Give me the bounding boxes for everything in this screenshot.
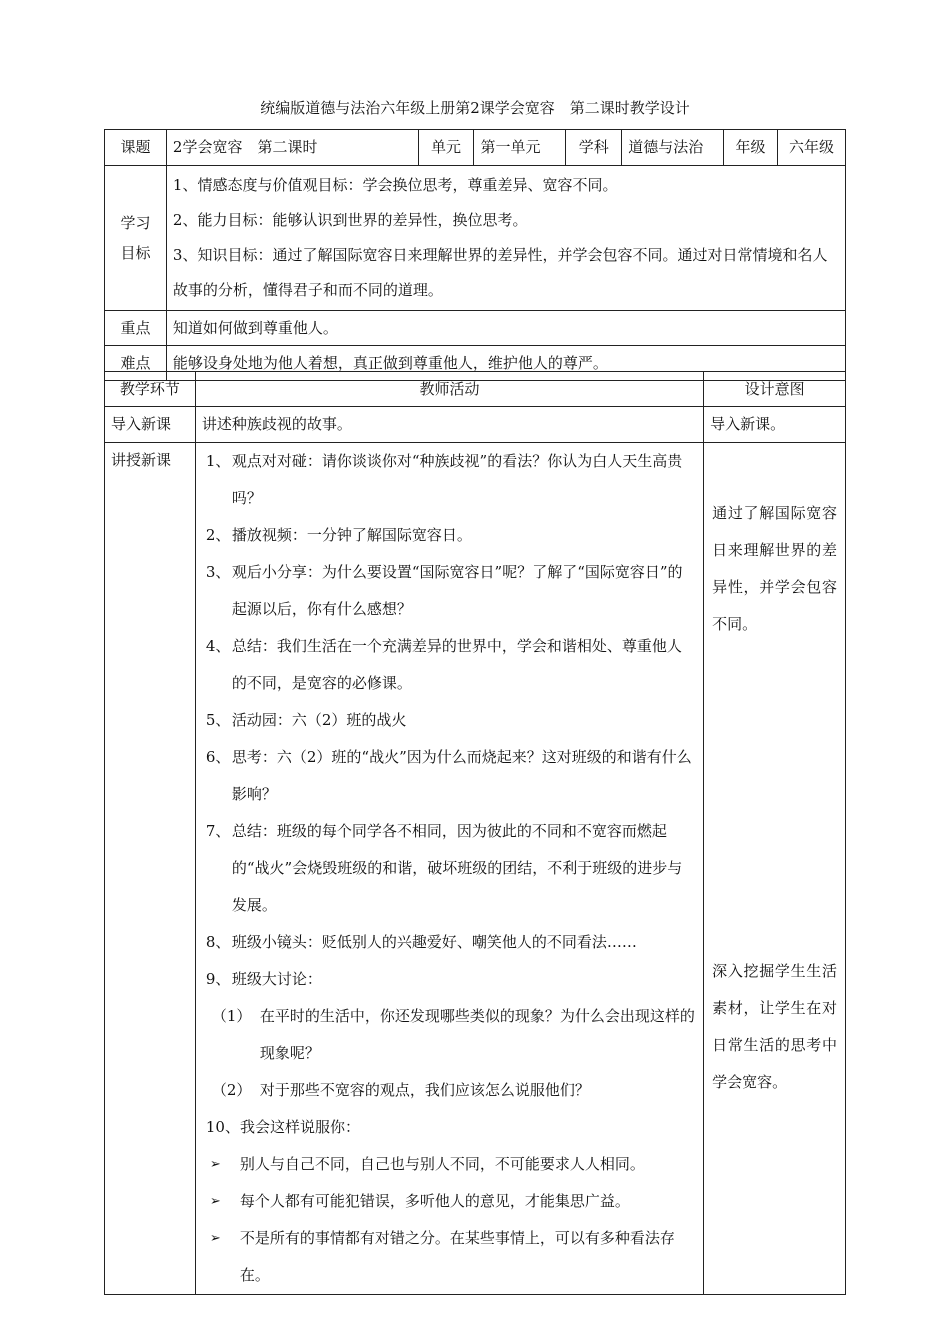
list-item: 2、 播放视频：一分钟了解国际宽容日。	[205, 526, 472, 544]
bullet-item: ➢ 别人与自己不同，自己也与别人不同，不可能要求人人相同。	[202, 1146, 695, 1183]
activity-header: 教师活动	[419, 380, 480, 398]
process-table	[104, 371, 846, 1295]
lecture-activity	[196, 443, 703, 1294]
arrow-bullet-icon: ➢	[209, 1231, 221, 1246]
sub-list-item: （2） 对于那些不宽容的观点，我们应该怎么说服他们？	[211, 1081, 590, 1099]
list-item: 10、我会这样说服你：	[205, 1118, 360, 1136]
objectives-label: 学习 目标	[120, 214, 151, 262]
bullet-item: ➢ 每个人都有可能犯错误，多听他人的意见，才能集思广益。	[202, 1183, 695, 1220]
sub-list-item: （1） 在平时的生活中，你还发现哪些类似的现象？为什么会出现这样的现象呢？	[211, 1007, 695, 1062]
topic-value: 2学会宽容 第二课时	[172, 138, 318, 156]
key-point-value: 知道如何做到尊重他人。	[172, 319, 338, 337]
unit-value: 第一单元	[480, 138, 541, 156]
list-item: 5、 活动园：六（2）班的战火	[205, 711, 407, 729]
bullet-item: ➢ 不是所有的事情都有对错之分。在某些事情上，可以有多种看法存在。	[202, 1220, 695, 1294]
lecture-intent-1: 通过了解国际宽容日来理解世界的差异性，并学会包容不同。	[712, 504, 837, 633]
objectives-list	[167, 166, 845, 310]
lecture-intent-2: 深入挖掘学生生活素材，让学生在对日常生活的思考中学会宽容。	[712, 962, 837, 1091]
grade-value: 六年级	[789, 138, 835, 156]
list-item: 3、 观后小分享：为什么要设置“国际宽容日”呢？了解了“国际宽容日”的起源以后，你有什么感想？	[205, 563, 683, 618]
topic-label: 课题	[120, 138, 151, 156]
difficulty-value: 能够设身处地为他人着想，真正做到尊重他人，维护他人的尊严。	[172, 354, 608, 372]
list-item: 8、 班级小镜头：贬低别人的兴趣爱好、嘲笑他人的不同看法……	[205, 933, 637, 951]
list-item: 4、 总结：我们生活在一个充满差异的世界中，学会和谐相处、尊重他人的不同，是宽容的必修课。	[205, 637, 682, 692]
arrow-bullet-icon: ➢	[209, 1194, 221, 1209]
subject-label: 学科	[578, 138, 609, 156]
arrow-bullet-icon: ➢	[209, 1157, 221, 1172]
page-title: 统编版道德与法治六年级上册第2课学会宽容 第二课时教学设计	[260, 99, 690, 117]
objective-item: 1、情感态度与价值观目标：学会换位思考，尊重差异、宽容不同。	[172, 176, 618, 194]
objective-item: 2、能力目标：能够认识到世界的差异性，换位思考。	[172, 211, 528, 229]
intro-intent: 导入新课。	[710, 415, 786, 433]
stage-header: 教学环节	[119, 380, 180, 398]
list-item: 6、 思考：六（2）班的“战火”因为什么而烧起来？这对班级的和谐有什么影响？	[205, 748, 692, 803]
list-item: 1、 观点对对碰：请你谈谈你对“种族歧视”的看法？你认为白人天生高贵吗？	[205, 452, 683, 507]
intro-stage: 导入新课	[111, 415, 172, 433]
subject-value: 道德与法治	[628, 138, 704, 156]
intent-header: 设计意图	[744, 380, 805, 398]
lecture-stage: 讲授新课	[111, 451, 172, 469]
grade-label: 年级	[735, 138, 766, 156]
list-item: 7、 总结：班级的每个同学各不相同，因为彼此的不同和不宽容而燃起的“战火”会烧毁班级的和谐，破坏班级的团结，不利于班级的进步与发展。	[205, 822, 683, 914]
difficulty-label: 难点	[120, 354, 151, 372]
unit-label: 单元	[430, 138, 461, 156]
list-item: 9、 班级大讨论：	[205, 970, 322, 988]
header-table	[104, 129, 846, 381]
intro-activity: 讲述种族歧视的故事。	[201, 415, 352, 433]
key-point-label: 重点	[120, 319, 151, 337]
objective-item: 3、知识目标：通过了解国际宽容日来理解世界的差异性，并学会包容不同。通过对日常情境和名人故事的分析，懂得君子和而不同的道理。	[172, 246, 828, 299]
